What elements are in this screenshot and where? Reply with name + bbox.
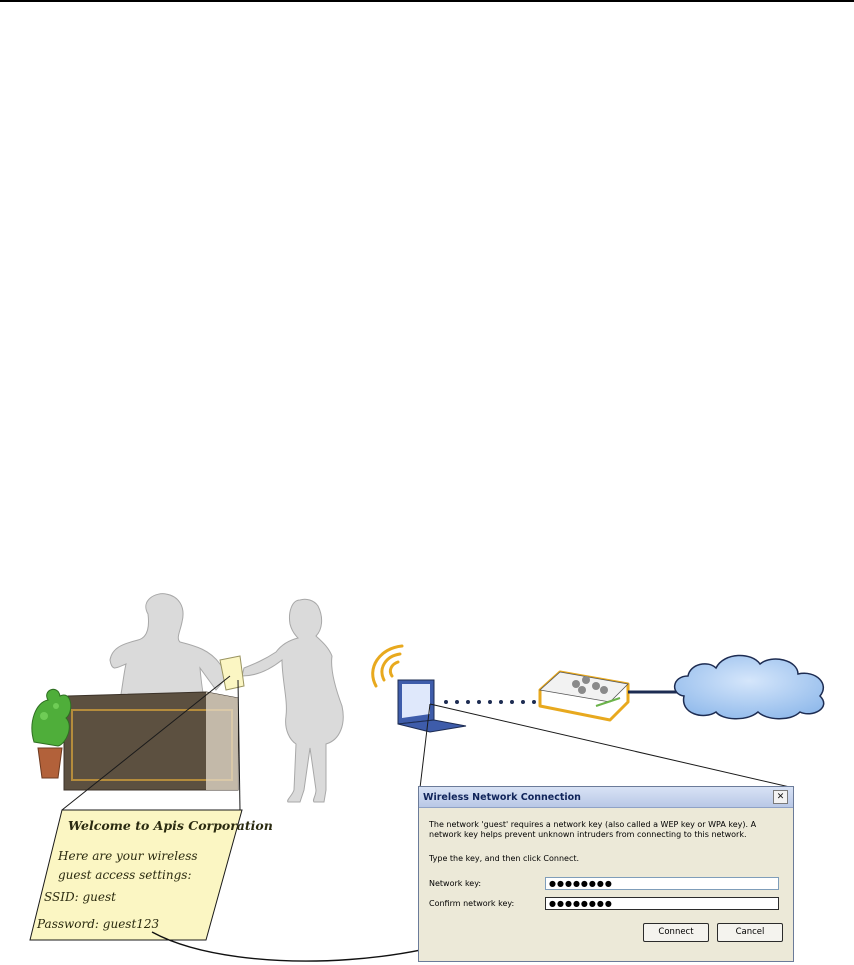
close-icon[interactable]: ✕ [773, 790, 788, 804]
receptionist-silhouette [110, 594, 228, 700]
wireless-connection-dialog [418, 786, 794, 962]
laptop-icon [398, 680, 466, 732]
note-ssid: SSID: guest [44, 890, 116, 904]
confirm-key-field[interactable]: ●●●●●●●● [545, 897, 779, 910]
dialog-instruction: Type the key, and then click Connect. [429, 854, 580, 863]
note-title: Welcome to Apis Corporation [68, 818, 273, 833]
guest-silhouette [242, 599, 343, 802]
network-key-label: Network key: [429, 879, 482, 888]
note-password: Password: guest123 [37, 917, 160, 931]
reception-desk [64, 692, 238, 790]
dialog-titlebar[interactable] [419, 787, 793, 808]
dialog-message: The network 'guest' requires a network key (also called a WEP key or WPA key). A network key helps prevent unknown intruders from connecting to this network. [429, 820, 757, 839]
cloud-icon [675, 655, 824, 718]
connect-button[interactable]: Connect [643, 923, 709, 942]
note-body: Here are your wireless guest access settings: [58, 849, 198, 882]
handed-card [220, 656, 244, 690]
access-point-icon [540, 672, 628, 720]
network-key-field[interactable]: ●●●●●●●● [545, 877, 779, 890]
confirm-key-label: Confirm network key: [429, 899, 515, 908]
cancel-button[interactable]: Cancel [717, 923, 783, 942]
dialog-title: Wireless Network Connection [423, 792, 581, 803]
